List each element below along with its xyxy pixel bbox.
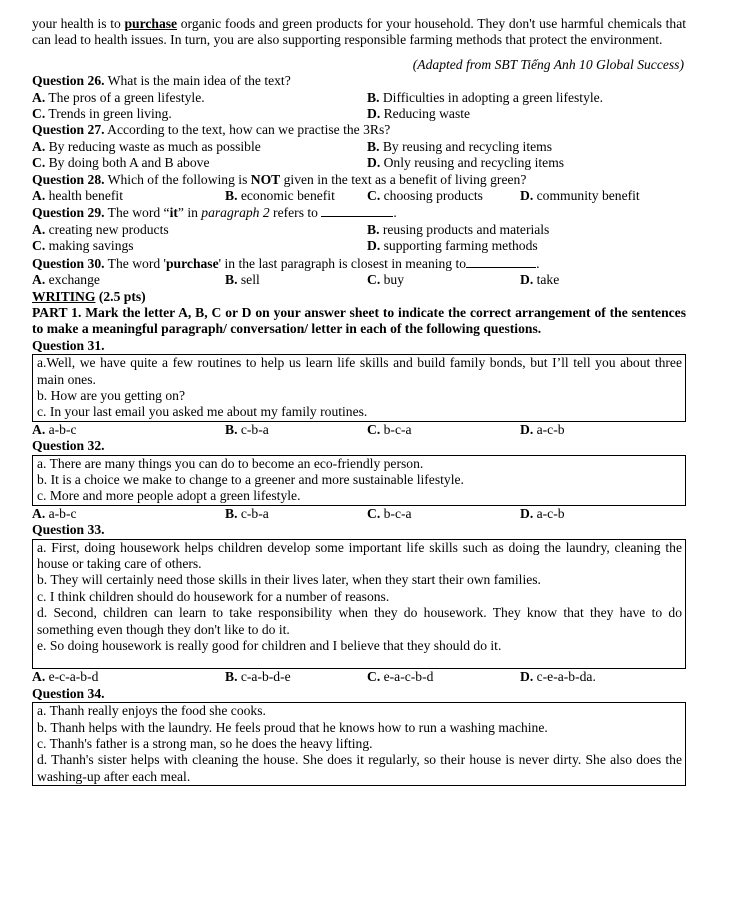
sentence-a: a. Thanh really enjoys the food she cooks.: [37, 703, 266, 719]
option-c[interactable]: C. e-a-c-b-d: [367, 669, 434, 685]
question-31-label: Question 31.: [32, 337, 105, 353]
sentence-a: a. There are many things you can do to become an eco-friendly person.: [37, 455, 424, 471]
option-b[interactable]: B. c-b-a: [225, 505, 269, 521]
question-30: Question 30. The word 'purchase' in the last paragraph is closest in meaning to .: [32, 255, 540, 271]
question-27-options: [32, 139, 686, 172]
option-b[interactable]: B. c-b-a: [225, 421, 269, 437]
part-1-instructions: PART 1. Mark the letter A, B, C or D on your answer sheet to indicate the correct arrangement of the sentences to make a meaningful paragraph/ conversation/ letter in each of the following questions.: [32, 304, 686, 337]
option-c[interactable]: C. b-c-a: [367, 505, 412, 521]
sentence-c: c. In your last email you asked me about my family routines.: [37, 404, 368, 420]
option-b[interactable]: B. economic benefit: [225, 188, 335, 204]
option-c[interactable]: C. buy: [367, 272, 405, 288]
option-c[interactable]: C. By doing both A and B above: [32, 155, 210, 171]
question-32-label: Question 32.: [32, 438, 105, 454]
source-citation: (Adapted from SBT Tiếng Anh 10 Global Success): [412, 56, 684, 72]
option-a[interactable]: A. health benefit: [32, 188, 123, 204]
question-27: Question 27. According to the text, how can we practise the 3Rs?: [32, 122, 391, 138]
question-34-label: Question 34.: [32, 685, 105, 701]
option-c[interactable]: C. b-c-a: [367, 421, 412, 437]
exam-page: [32, 0, 686, 786]
passage-text: your health is to: [32, 16, 125, 31]
option-a[interactable]: A. By reducing waste as much as possible: [32, 138, 261, 154]
question-34-box: [32, 702, 686, 786]
option-a[interactable]: A. The pros of a green lifestyle.: [32, 89, 205, 105]
option-a[interactable]: A. creating new products: [32, 221, 169, 237]
sentence-e: e. So doing housework is really good for children and I believe that they should do it.: [37, 638, 502, 654]
sentence-d: d. Second, children can learn to take responsibility when they do housework. They know that they have to do something even though they don't like to do it.: [37, 605, 682, 637]
option-c[interactable]: C. choosing products: [367, 188, 483, 204]
keyword-purchase: purchase: [124, 16, 178, 31]
option-d[interactable]: D. community benefit: [520, 188, 640, 204]
option-d[interactable]: D. c-e-a-b-da.: [520, 669, 596, 685]
answer-blank[interactable]: [321, 204, 393, 217]
sentence-b: b. How are you getting on?: [37, 387, 185, 403]
option-b[interactable]: B. sell: [225, 272, 260, 288]
option-a[interactable]: A. e-c-a-b-d: [32, 669, 99, 685]
question-29: Question 29. The word “it” in paragraph 2 refers to .: [32, 205, 397, 221]
question-28-options: [32, 188, 686, 204]
question-33-options: [32, 669, 686, 685]
question-32-box: [32, 455, 686, 506]
question-28: Question 28. Which of the following is NOT given in the text as a benefit of living green?: [32, 171, 527, 187]
option-b[interactable]: B. Difficulties in adopting a green lifestyle.: [367, 89, 604, 105]
option-a[interactable]: A. exchange: [32, 272, 100, 288]
answer-blank[interactable]: [466, 255, 536, 268]
question-32-options: [32, 506, 686, 522]
option-d[interactable]: D. a-c-b: [520, 505, 565, 521]
sentence-b: b. It is a choice we make to change to a greener and more sustainable lifestyle.: [37, 471, 464, 487]
option-b[interactable]: B. c-a-b-d-e: [225, 669, 291, 685]
question-26-options: [32, 90, 686, 123]
question-26: Question 26. What is the main idea of the text?: [32, 73, 291, 89]
writing-heading: WRITING (2.5 pts): [32, 288, 146, 304]
option-b[interactable]: B. By reusing and recycling items: [367, 138, 552, 154]
sentence-c: c. I think children should do housework for a number of reasons.: [37, 588, 390, 604]
option-d[interactable]: D. supporting farming methods: [367, 238, 538, 254]
option-c[interactable]: C. Trends in green living.: [32, 106, 172, 122]
sentence-b: b. They will certainly need those skills in their lives later, when they start their own families.: [37, 572, 541, 588]
sentence-c: c. Thanh's father is a strong man, so he does the heavy lifting.: [37, 736, 373, 752]
question-31-options: [32, 422, 686, 438]
question-31-box: [32, 354, 686, 422]
sentence-c: c. More and more people adopt a green lifestyle.: [37, 488, 301, 504]
option-d[interactable]: D. Reducing waste: [367, 106, 471, 122]
sentence-b: b. Thanh helps with the laundry. He feels proud that he knows how to run a washing machine.: [37, 719, 548, 735]
option-d[interactable]: D. a-c-b: [520, 421, 565, 437]
sentence-a: a. First, doing housework helps children develop some important life skills such as doing the laundry, cleaning the house or taking care of others.: [37, 539, 682, 571]
question-30-options: [32, 272, 686, 288]
question-33-label: Question 33.: [32, 522, 105, 538]
option-d[interactable]: D. take: [520, 272, 560, 288]
option-b[interactable]: B. reusing products and materials: [367, 221, 550, 237]
option-a[interactable]: A. a-b-c: [32, 421, 77, 437]
question-33-box: [32, 539, 686, 670]
sentence-a: a.Well, we have quite a few routines to help us learn life skills and build family bonds, but I’ll tell you about three main ones.: [37, 355, 682, 387]
passage-text: organic foods and green products for your household. They don't use harmful chemicals that can lead to health issues. In turn, you are also supporting responsible farming methods that protect the environment.: [32, 16, 686, 48]
sentence-d: d. Thanh's sister helps with cleaning the house. She does it regularly, so their house is never dirty. She also does the washing-up after each meal.: [37, 752, 682, 784]
option-d[interactable]: D. Only reusing and recycling items: [367, 155, 565, 171]
reading-passage-end: [32, 16, 686, 49]
question-29-options: [32, 222, 686, 255]
option-c[interactable]: C. making savings: [32, 238, 134, 254]
option-a[interactable]: A. a-b-c: [32, 505, 77, 521]
